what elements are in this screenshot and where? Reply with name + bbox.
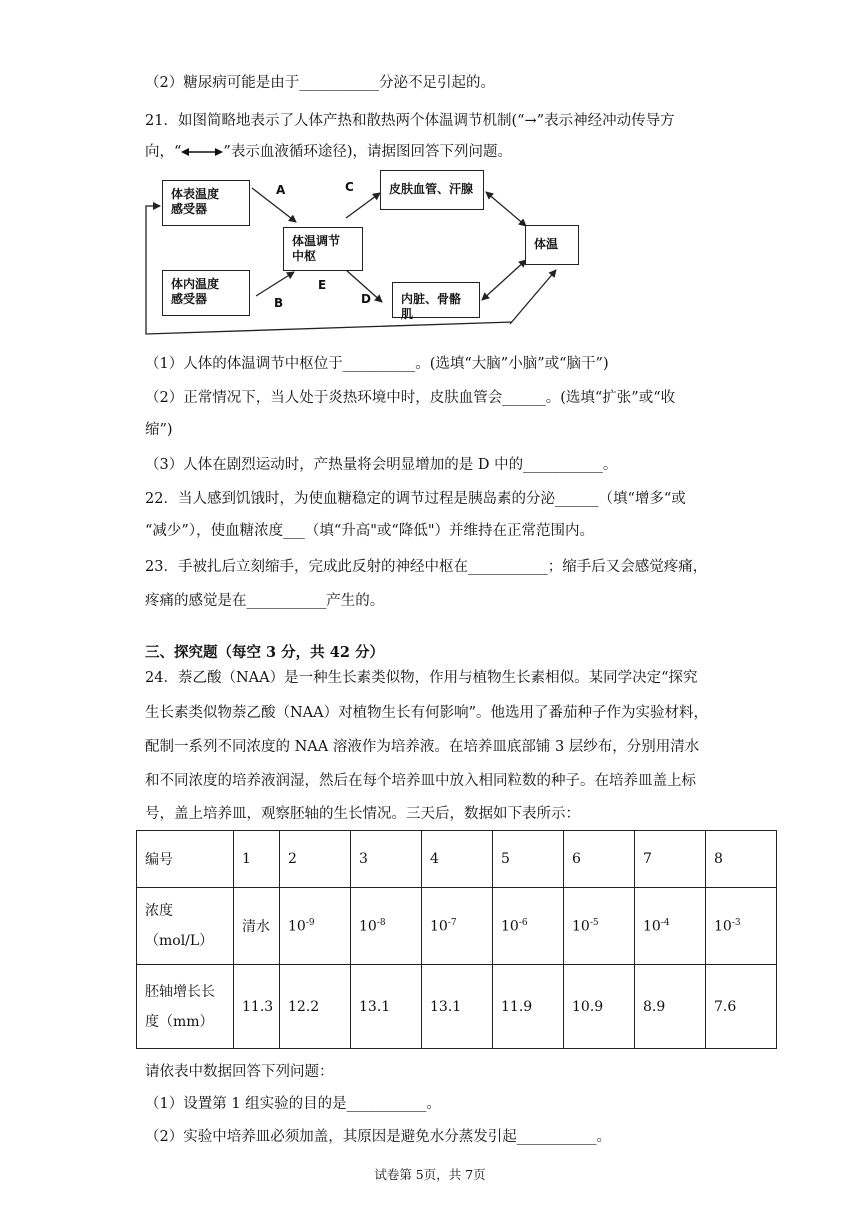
q23b: 疼痛的感觉是在___________产生的。 [145,593,385,609]
table-cell: $10^{-6}$ [493,888,564,965]
table-cell: 13.1 [422,965,493,1049]
table-header-cell: 编号 [137,831,234,888]
table-cell: $10^{-3}$ [706,888,777,965]
table-cell: 6 [564,831,635,888]
arrow-c [346,193,380,218]
label-c: C [345,180,354,194]
table-cell: 12.2 [280,965,351,1049]
label-a: A [276,183,286,197]
q24-2: （2）实验中培养皿必须加盖，其原因是避免水分蒸发引起___________。 [145,1129,611,1145]
internal-sensor-box: 体内温度 感受器 [162,270,250,316]
label-b: B [274,296,284,310]
table-row [137,888,777,965]
arrow-b [256,272,294,296]
table-cell: $10^{-4}$ [635,888,706,965]
table-cell: 5 [493,831,564,888]
table-cell: 13.1 [351,965,422,1049]
q24e: 号，盖上培养皿，观察胚轴的生长情况。三天后，数据如下表所示： [145,806,580,822]
q21-3: （3）人体在剧烈运动时，产热量将会明显增加的是 D 中的___________。 [145,457,618,473]
arrow-skin-body [486,192,526,226]
table-cell: 清水 [234,888,280,965]
body-temp-box: 体温 [525,225,579,265]
surface-sensor-box: 体表温度 感受器 [162,180,250,226]
after-table-text: 请依表中数据回答下列问题： [145,1064,334,1080]
q23a: 23．手被扎后立刻缩手，完成此反射的神经中枢在___________；缩手后又会感觉疼痛， [145,559,708,575]
table-cell: 2 [280,831,351,888]
q24d: 和不同浓度的培养液润湿，然后在每个培养皿中放入相同粒数的种子。在培养皿盖上标 [145,773,696,789]
table-cell: 7.6 [706,965,777,1049]
table-cell: 10.9 [564,965,635,1049]
arrow-a [252,188,296,222]
table-row [137,831,777,888]
line-q20-2: （2）糖尿病可能是由于___________分泌不足引起的。 [145,75,495,91]
table-cell: 4 [422,831,493,888]
q21-text-d: ”表示血液循环途径)，请据图回答下列问题。 [223,144,512,160]
table-header-cell: 浓度 （mol/L） [137,888,234,965]
table-cell: 8.9 [635,965,706,1049]
page-footer: 试卷第 5页，共 7页 [374,1167,486,1182]
table-cell: $10^{-9}$ [280,888,351,965]
arrow-right-icon: → [524,113,537,129]
q24-1: （1）设置第 1 组实验的目的是___________。 [145,1096,441,1112]
q24a: 24．萘乙酸（NAA）是一种生长素类似物，作用与植物生长素相似。某同学决定“探究 [145,670,698,686]
section-heading: 三、探究题（每空 3 分，共 42 分） [145,644,384,661]
organs-box: 内脏、骨骼肌 [392,282,480,318]
table-cell: 1 [234,831,280,888]
label-e: E [318,278,327,292]
q21-1: （1）人体的体温调节中枢位于__________。(选填“大脑”小脑”或“脑干”) [145,356,609,372]
q24b: 生长素类似物萘乙酸（NAA）对植物生长有何影响”。他选用了番茄种子作为实验材料， [145,705,709,721]
table-header-cell: 胚轴增长长 度（mm） [137,965,234,1049]
table-cell: 3 [351,831,422,888]
skin-box: 皮肤血管、汗腺 [380,170,484,210]
table-row [137,965,777,1049]
q22b: “减少”），使血糖浓度___（填“升高"或“降低"）并维持在正常范围内。 [145,523,594,539]
table-cell: $10^{-7}$ [422,888,493,965]
arrow-organs-body [482,260,526,300]
q21-text-c: 向，“ [145,144,182,160]
q24c: 配制一系列不同浓度的 NAA 溶液作为培养液。在培养皿底部铺 3 层纱布，分别用清水 [145,739,700,755]
feedback-to-body [510,270,556,324]
table-cell: 11.9 [493,965,564,1049]
q21-text-a: 21．如图简略地表示了人体产热和散热两个体温调节机制(“ [145,113,525,129]
q21-2a: （2）正常情况下，当人处于炎热环境中时，皮肤血管会______。(选填“扩张”或“收 [145,390,676,406]
table-cell: $10^{-5}$ [564,888,635,965]
table-cell: 7 [635,831,706,888]
label-d: D [361,292,371,306]
q21-2b: 缩”) [145,422,173,438]
q22a: 22．当人感到饥饿时，为使血糖稳定的调节过程是胰岛素的分泌______（填“增多“或 [145,491,686,507]
table-cell: 11.3 [234,965,280,1049]
center-box: 体温调节 中枢 [283,227,363,271]
table-cell: 8 [706,831,777,888]
table-cell: $10^{-8}$ [351,888,422,965]
q21-text-b: ”表示神经冲动传导方 [536,113,675,129]
data-table [136,830,777,1049]
